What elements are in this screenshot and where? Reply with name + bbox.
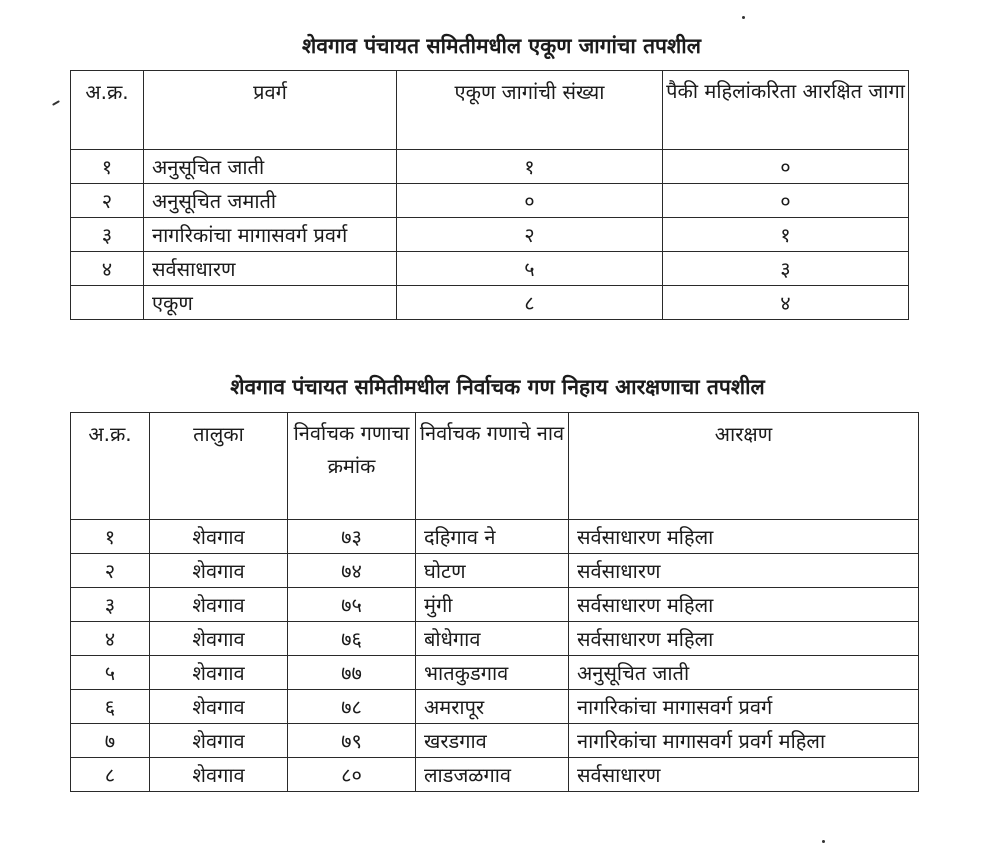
reservation-cell: सर्वसाधारण महिला <box>569 588 919 622</box>
header-taluka: तालुका <box>150 413 288 520</box>
table-row <box>71 520 919 554</box>
constituency-name-cell: भातकुडगाव <box>416 656 569 690</box>
taluka-cell: शेवगाव <box>150 622 288 656</box>
constituency-number-cell: ७३ <box>288 520 416 554</box>
header-women-reserved: पैकी महिलांकरिता आरक्षित जागा <box>663 71 909 150</box>
serial-cell: ७ <box>71 724 150 758</box>
reservation-cell: सर्वसाधारण महिला <box>569 622 919 656</box>
women-reserved-cell: ० <box>663 184 909 218</box>
taluka-cell: शेवगाव <box>150 554 288 588</box>
reservation-cell: सर्वसाधारण महिला <box>569 520 919 554</box>
constituency-number-cell: ७५ <box>288 588 416 622</box>
constituency-number-cell: ७६ <box>288 622 416 656</box>
serial-cell: ५ <box>71 656 150 690</box>
constituency-reservation-table <box>70 412 919 792</box>
serial-cell: ६ <box>71 690 150 724</box>
category-cell: अनुसूचित जाती <box>144 150 397 184</box>
total-seats-table <box>70 70 909 320</box>
reservation-cell: नागरिकांचा मागासवर्ग प्रवर्ग महिला <box>569 724 919 758</box>
reservation-cell: अनुसूचित जाती <box>569 656 919 690</box>
women-reserved-cell: ४ <box>663 286 909 320</box>
serial-cell: ४ <box>71 252 144 286</box>
category-cell: सर्वसाधारण <box>144 252 397 286</box>
category-cell: नागरिकांचा मागासवर्ग प्रवर्ग <box>144 218 397 252</box>
table-row <box>71 150 909 184</box>
scan-speck <box>52 100 60 106</box>
total-seats-cell: ० <box>397 184 663 218</box>
constituency-name-cell: अमरापूर <box>416 690 569 724</box>
table-row <box>71 184 909 218</box>
table-row <box>71 622 919 656</box>
taluka-cell: शेवगाव <box>150 758 288 792</box>
table-header-row <box>71 413 919 520</box>
table2-title: शेवगाव पंचायत समितीमधील निर्वाचक गण निहाय आरक्षणाचा तपशील <box>230 375 765 399</box>
serial-cell: २ <box>71 184 144 218</box>
constituency-name-cell: बोधेगाव <box>416 622 569 656</box>
serial-cell: २ <box>71 554 150 588</box>
serial-cell <box>71 286 144 320</box>
reservation-cell: सर्वसाधारण <box>569 554 919 588</box>
serial-cell: ३ <box>71 218 144 252</box>
constituency-number-cell: ७८ <box>288 690 416 724</box>
total-seats-cell: १ <box>397 150 663 184</box>
table-row <box>71 252 909 286</box>
constituency-name-cell: लाडजळगाव <box>416 758 569 792</box>
table1-title: शेवगाव पंचायत समितीमधील एकूण जागांचा तपशील <box>302 34 701 58</box>
reservation-cell: सर्वसाधारण <box>569 758 919 792</box>
scan-speck <box>742 16 745 19</box>
table-row <box>71 690 919 724</box>
header-constituency-name: निर्वाचक गणाचे नाव <box>416 413 569 520</box>
constituency-number-cell: ८० <box>288 758 416 792</box>
table-row <box>71 656 919 690</box>
women-reserved-cell: ३ <box>663 252 909 286</box>
constituency-name-cell: दहिगाव ने <box>416 520 569 554</box>
table-row <box>71 724 919 758</box>
taluka-cell: शेवगाव <box>150 724 288 758</box>
table-row <box>71 588 919 622</box>
taluka-cell: शेवगाव <box>150 690 288 724</box>
header-constituency-number: निर्वाचक गणाचा क्रमांक <box>288 413 416 520</box>
serial-cell: ४ <box>71 622 150 656</box>
taluka-cell: शेवगाव <box>150 656 288 690</box>
women-reserved-cell: ० <box>663 150 909 184</box>
constituency-number-cell: ७९ <box>288 724 416 758</box>
total-seats-cell: २ <box>397 218 663 252</box>
header-serial: अ.क्र. <box>71 413 150 520</box>
category-cell: एकूण <box>144 286 397 320</box>
serial-cell: ८ <box>71 758 150 792</box>
table-row <box>71 758 919 792</box>
header-category: प्रवर्ग <box>144 71 397 150</box>
total-seats-cell: ८ <box>397 286 663 320</box>
serial-cell: १ <box>71 150 144 184</box>
serial-cell: १ <box>71 520 150 554</box>
total-seats-cell: ५ <box>397 252 663 286</box>
header-total-seats: एकूण जागांची संख्या <box>397 71 663 150</box>
serial-cell: ३ <box>71 588 150 622</box>
constituency-number-cell: ७४ <box>288 554 416 588</box>
constituency-name-cell: खरडगाव <box>416 724 569 758</box>
header-reservation: आरक्षण <box>569 413 919 520</box>
constituency-name-cell: घोटण <box>416 554 569 588</box>
table-row <box>71 554 919 588</box>
women-reserved-cell: १ <box>663 218 909 252</box>
table-row <box>71 286 909 320</box>
constituency-number-cell: ७७ <box>288 656 416 690</box>
reservation-cell: नागरिकांचा मागासवर्ग प्रवर्ग <box>569 690 919 724</box>
category-cell: अनुसूचित जमाती <box>144 184 397 218</box>
table-header-row <box>71 71 909 150</box>
table-row <box>71 218 909 252</box>
taluka-cell: शेवगाव <box>150 520 288 554</box>
header-serial: अ.क्र. <box>71 71 144 150</box>
constituency-name-cell: मुंगी <box>416 588 569 622</box>
taluka-cell: शेवगाव <box>150 588 288 622</box>
scan-speck <box>822 840 825 843</box>
